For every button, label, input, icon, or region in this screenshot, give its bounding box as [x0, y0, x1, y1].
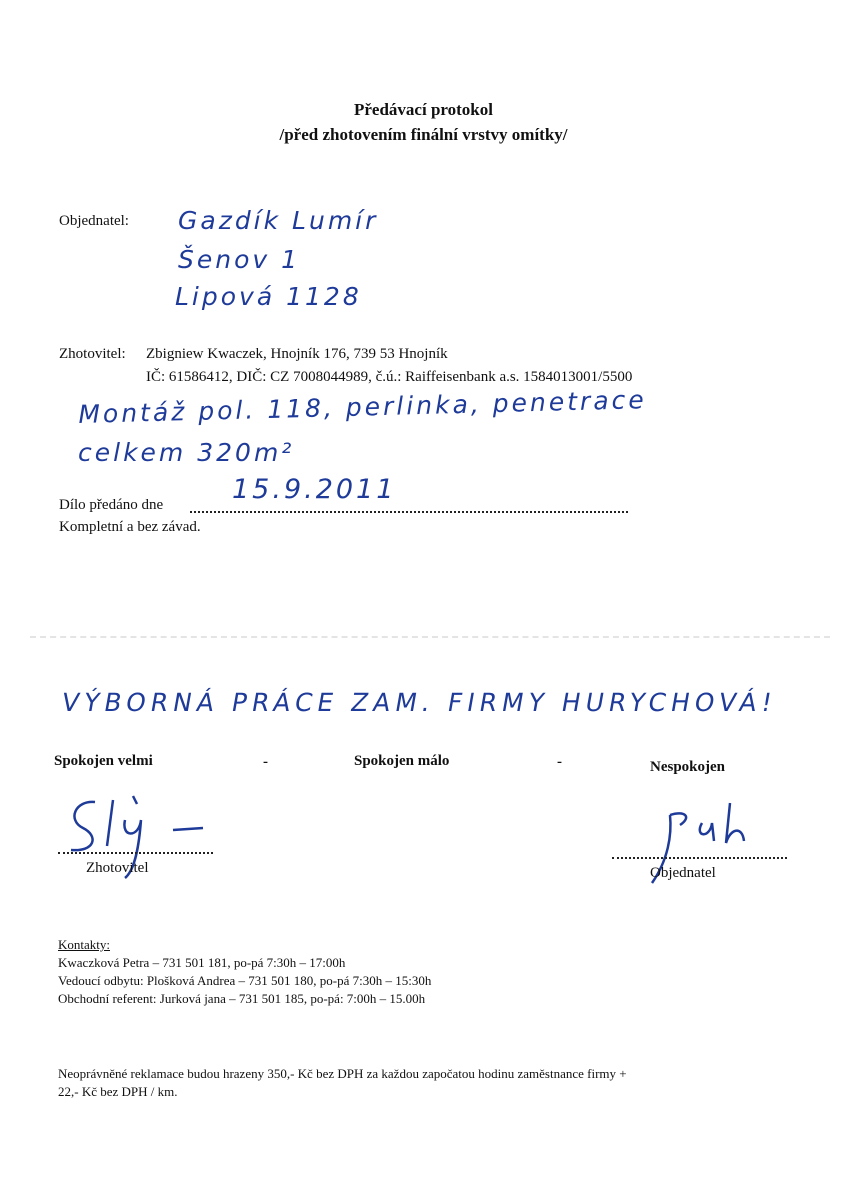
- option-dissatisfied: Nespokojen: [650, 759, 726, 775]
- option-very-satisfied: Spokojen velmi: [54, 753, 153, 769]
- footer-note-line2: 22,- Kč bez DPH / km.: [58, 1084, 178, 1099]
- work-area-handwritten: celkem 320m²: [78, 438, 295, 467]
- contact-line: Vedoucí odbytu: Plošková Andrea – 731 501 180, po-pá 7:30h – 15:30h: [58, 973, 432, 988]
- contact-line: Obchodní referent: Jurková jana – 731 501 185, po-pá: 7:00h – 15.00h: [58, 991, 426, 1006]
- customer-label: Objednatel:: [59, 213, 129, 229]
- document-title: Předávací protokol: [354, 100, 493, 119]
- contractor-label: Zhotovitel:: [59, 346, 126, 362]
- contact-line: Kwaczková Petra – 731 501 181, po-pá 7:30h – 17:00h: [58, 955, 346, 970]
- contractor-signature-label: Zhotovitel: [86, 860, 149, 876]
- handed-over-dotted-line: [190, 511, 628, 513]
- work-description-handwritten: Montáž pol. 118, perlinka, penetrace: [78, 385, 648, 429]
- completion-status: Kompletní a bez závad.: [59, 519, 201, 535]
- customer-signature-label: Objednatel: [650, 865, 716, 881]
- option-separator-2: -: [557, 754, 562, 770]
- customer-name-handwritten: Gazdík Lumír: [178, 206, 379, 235]
- customer-city-handwritten: Šenov 1: [178, 245, 301, 274]
- contacts-heading: Kontakty:: [58, 937, 110, 952]
- document-subtitle: /před zhotovením finální vrstvy omítky/: [279, 125, 568, 144]
- contractor-signature-line: [58, 852, 213, 854]
- customer-signature-line: [612, 857, 787, 859]
- contractor-address: Zbigniew Kwaczek, Hnojník 176, 739 53 Hnojník: [146, 346, 448, 362]
- footer-note-line1: Neoprávněné reklamace budou hrazeny 350,- Kč bez DPH za každou započatou hodinu zaměstnance firmy +: [58, 1066, 627, 1081]
- handed-over-label: Dílo předáno dne: [59, 497, 164, 513]
- option-separator-1: -: [263, 754, 268, 770]
- feedback-comment-handwritten: VÝBORNÁ PRÁCE ZAM. FIRMY HURYCHOVÁ!: [59, 688, 780, 717]
- option-little-satisfied: Spokojen málo: [354, 753, 450, 769]
- customer-street-handwritten: Lipová 1128: [175, 282, 362, 311]
- fold-line: [30, 636, 830, 638]
- contractor-ids: IČ: 61586412, DIČ: CZ 7008044989, č.ú.: Raiffeisenbank a.s. 1584013001/5500: [146, 369, 633, 385]
- handover-date-handwritten: 15.9.2011: [232, 474, 397, 505]
